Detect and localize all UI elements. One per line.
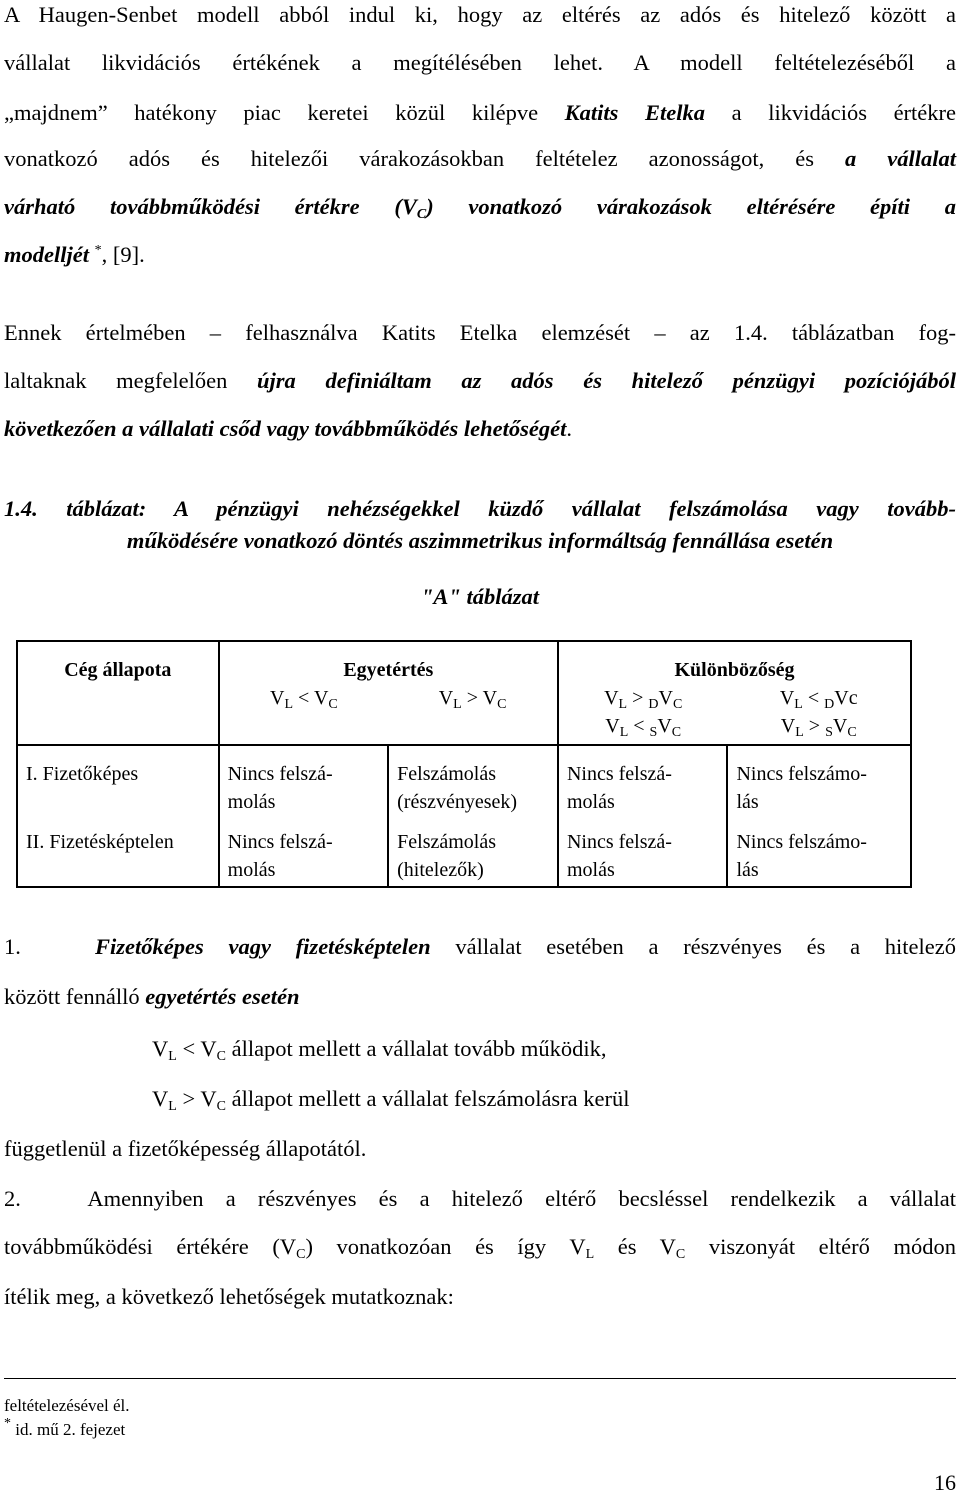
- row-solvent-c1: Nincs felszá- molás: [219, 745, 388, 816]
- row-insolvent-c1: Nincs felszá- molás: [219, 816, 388, 887]
- point-2-line-1: 2. Amennyiben a részvényes és a hitelező eltérő becsléssel rendelkezik a vállalat: [4, 1186, 957, 1211]
- row-solvent-c4: Nincs felszámo- lás: [727, 745, 911, 816]
- point-1-after: függetlenül a fizetőképesség állapotától.: [4, 1136, 367, 1161]
- row-solvent-label: I. Fizetőképes: [17, 745, 219, 816]
- paragraph-2-line-3: következően a vállalati csőd vagy továbbműködés lehetőségét.: [4, 416, 573, 441]
- table-caption-line-2: működésére vonatkozó döntés aszimmetrikus informáltság fennállása esetén: [126, 528, 834, 553]
- header-vl-lt-vc: $V_L < V_C$: [219, 684, 388, 745]
- footnote-2: * id. mű 2. fejezet: [4, 1416, 126, 1439]
- table-subtitle: "A" táblázat: [420, 584, 540, 609]
- row-solvent-c2: Felszámolás (részvényesek): [388, 745, 558, 816]
- point-1-condition-2: $V_L > V_C$ állapot mellett a vállalat felszámolásra kerül: [152, 1086, 630, 1114]
- point-1-line-1: 1. Fizetőképes vagy fizetésképtelen vállalat esetében a részvényes és a hitelező: [4, 934, 956, 959]
- paragraph-1-line-5: várható továbbműködési értékre $(V_C)$ vonatkozó várakozások eltérésére építi a: [4, 194, 956, 222]
- point-2-line-3: ítélik meg, a következő lehetőségek mutatkoznak:: [4, 1284, 454, 1309]
- header-vl-gt-vc: $V_L > V_C$: [388, 684, 558, 745]
- row-insolvent-label: II. Fizetésképtelen: [17, 816, 219, 887]
- page-number: 16: [934, 1470, 956, 1495]
- row-insolvent-c4: Nincs felszámo- lás: [727, 816, 911, 887]
- paragraph-2-line-2: laltaknak megfelelően újra definiáltam az adós és hitelező pénzügyi pozíciójából: [4, 368, 957, 393]
- paragraph-1-line-2: vállalat likvidációs értékének a megítélésében lehet. A modell feltételezéséből a: [4, 50, 956, 75]
- header-difference: Különbözőség: [558, 641, 911, 684]
- header-company-state: Cég állapota: [17, 641, 219, 745]
- decision-table: [16, 640, 912, 888]
- row-insolvent-c2: Felszámolás (hitelezők): [388, 816, 558, 887]
- row-solvent-c3: Nincs felszá- molás: [558, 745, 727, 816]
- paragraph-1-line-4: vonatkozó adós és hitelezői várakozásokban feltételez azonosságot, és a vállalat: [4, 146, 956, 171]
- footnote-1: feltételezésével él.: [4, 1396, 130, 1415]
- point-1-condition-1: $V_L < V_C$ állapot mellett a vállalat tovább működik,: [152, 1036, 607, 1064]
- row-insolvent-c3: Nincs felszá- molás: [558, 816, 727, 887]
- footnote-rule: [4, 1378, 956, 1379]
- header-vl-dvc-svc: $V_L > _DV_C$ $V_L < _SV_C$: [558, 684, 727, 745]
- table-caption-line-1: 1.4. táblázat: A pénzügyi nehézségekkel küzdő vállalat felszámolása vagy tovább-: [4, 496, 956, 521]
- point-2-line-2: továbbműködési értékére $(V_C)$ vonatkozóan és így $V_L$ és $V_C$ viszonyát eltérő módon: [4, 1234, 956, 1262]
- paragraph-1-line-1: A Haugen-Senbet modell abból indul ki, hogy az eltérés az adós és hitelező között a: [4, 2, 956, 27]
- header-agreement: Egyetértés: [219, 641, 558, 684]
- paragraph-1-line-3: „majdnem” hatékony piac keretei közül kilépve Katits Etelka a likvidációs értékre: [4, 100, 957, 125]
- paragraph-1-line-6: modelljét *, [9].: [4, 242, 145, 267]
- header-vl-dvc-svc-2: $V_L < _DVc$ $V_L > _SV_C$: [727, 684, 911, 745]
- paragraph-2-line-1: Ennek értelmében – felhasználva Katits Etelka elemzését – az 1.4. táblázatban fog-: [4, 320, 956, 345]
- point-1-line-2: között fennálló egyetértés esetén: [4, 984, 300, 1009]
